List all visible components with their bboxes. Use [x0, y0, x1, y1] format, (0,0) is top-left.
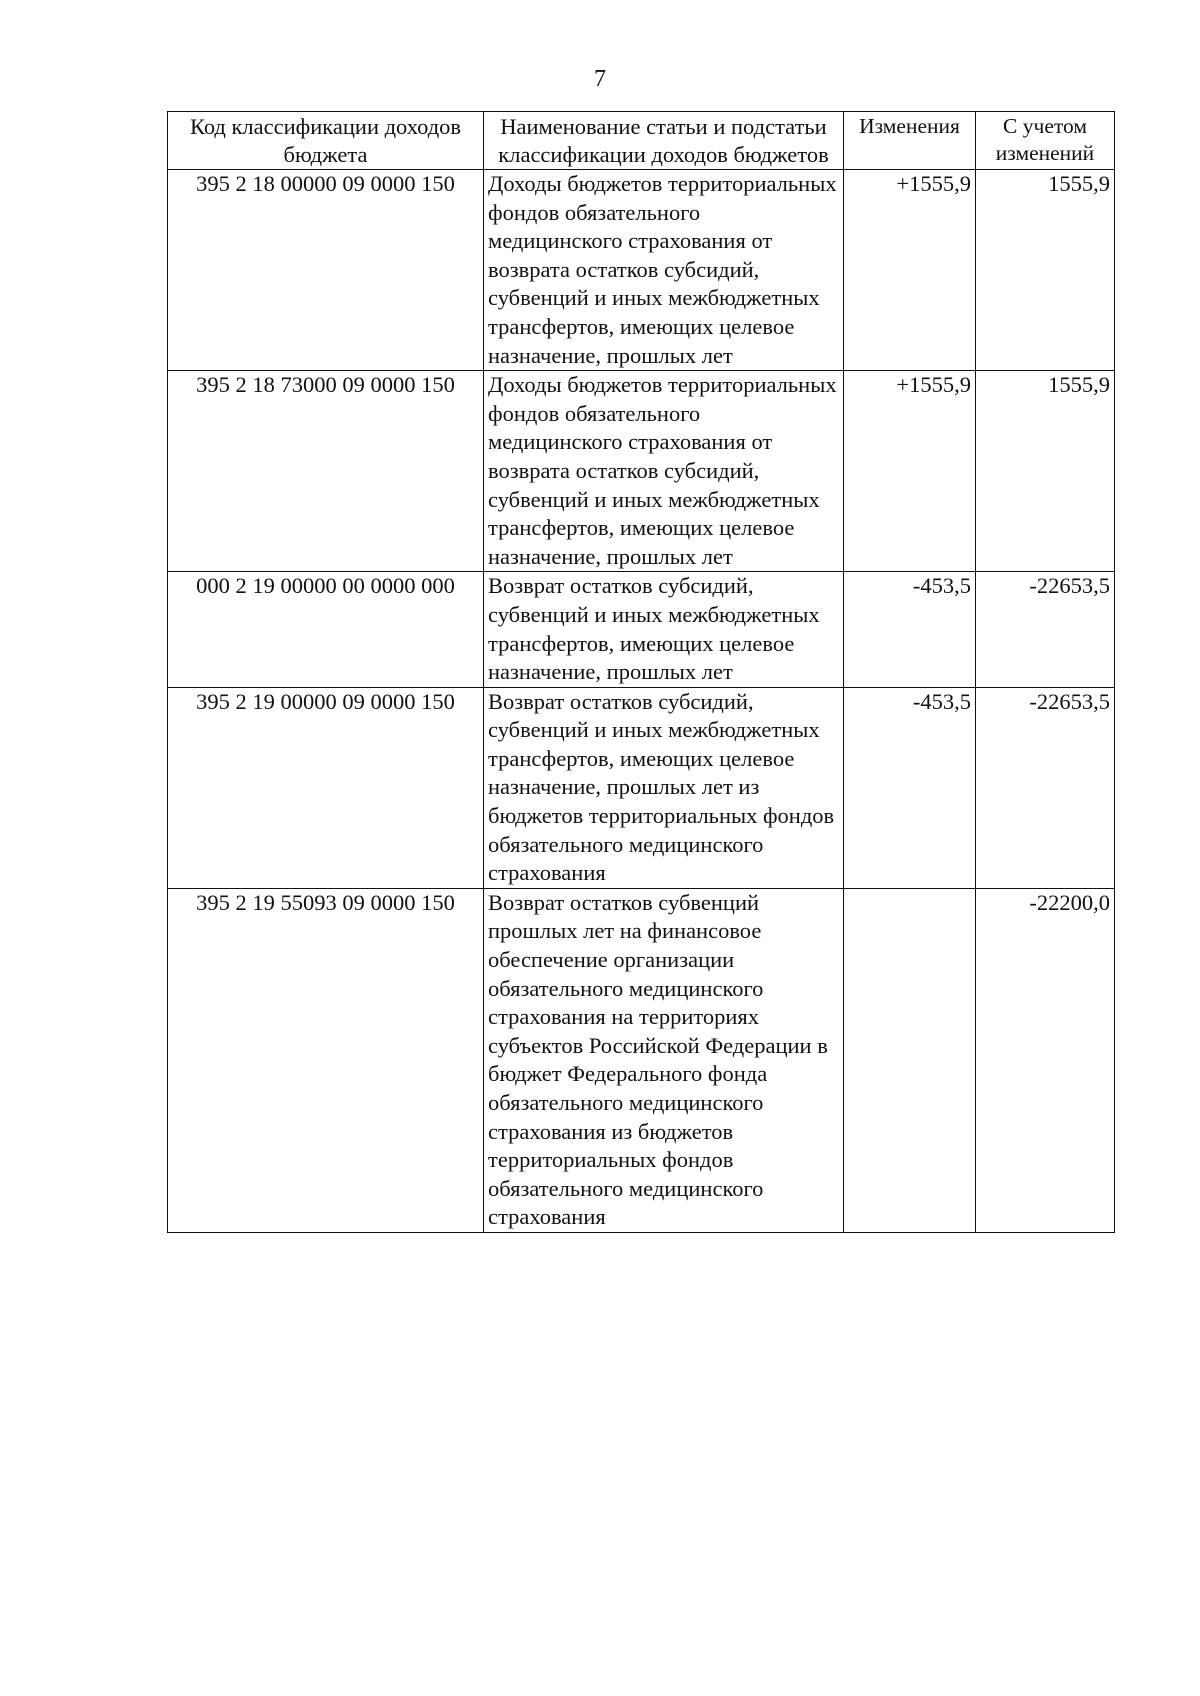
header-name: Наименование статьи и подстатьи классификации доходов бюджетов: [484, 112, 844, 170]
row-change: -453,5: [844, 572, 976, 687]
table-row: [168, 888, 1115, 1232]
budget-revenue-table: [167, 111, 1115, 1233]
row-code: 000 2 19 00000 00 0000 000: [168, 572, 484, 687]
table-row: [168, 170, 1115, 371]
page-number: 7: [594, 66, 606, 92]
header-code: Код классификации доходов бюджета: [168, 112, 484, 170]
row-total: 1555,9: [976, 371, 1115, 572]
row-change: +1555,9: [844, 170, 976, 371]
row-name: Доходы бюджетов территориальных фондов обязательного медицинского страхования от возврата остатков субсидий, субвенций и иных межбюджетных трансфертов, имеющих целевое назначение, прошлых лет: [484, 170, 844, 371]
table-header-row: [168, 112, 1115, 170]
row-change: +1555,9: [844, 371, 976, 572]
row-code: 395 2 19 00000 09 0000 150: [168, 687, 484, 888]
row-change: [844, 888, 976, 1232]
header-change: Изменения: [844, 112, 976, 170]
row-name: Возврат остатков субсидий, субвенций и иных межбюджетных трансфертов, имеющих целевое назначение, прошлых лет из бюджетов территориальных фондов обязательного медицинского страхования: [484, 687, 844, 888]
row-name: Возврат остатков субсидий, субвенций и иных межбюджетных трансфертов, имеющих целевое назначение, прошлых лет: [484, 572, 844, 687]
row-name: Возврат остатков субвенций прошлых лет на финансовое обеспечение организации обязательного медицинского страхования на территориях субъектов Российской Федерации в бюджет Федерального фонда обязательного медицинского страхования из бюджетов территориальных фондов обязательного медицинского страхования: [484, 888, 844, 1232]
row-code: 395 2 19 55093 09 0000 150: [168, 888, 484, 1232]
row-total: -22653,5: [976, 687, 1115, 888]
row-code: 395 2 18 73000 09 0000 150: [168, 371, 484, 572]
row-name: Доходы бюджетов территориальных фондов обязательного медицинского страхования от возврата остатков субсидий, субвенций и иных межбюджетных трансфертов, имеющих целевое назначение, прошлых лет: [484, 371, 844, 572]
row-code: 395 2 18 00000 09 0000 150: [168, 170, 484, 371]
table-row: [168, 572, 1115, 687]
table-row: [168, 687, 1115, 888]
row-total: 1555,9: [976, 170, 1115, 371]
row-total: -22653,5: [976, 572, 1115, 687]
row-change: -453,5: [844, 687, 976, 888]
table-row: [168, 371, 1115, 572]
header-total: С учетом изменений: [976, 112, 1115, 170]
row-total: -22200,0: [976, 888, 1115, 1232]
